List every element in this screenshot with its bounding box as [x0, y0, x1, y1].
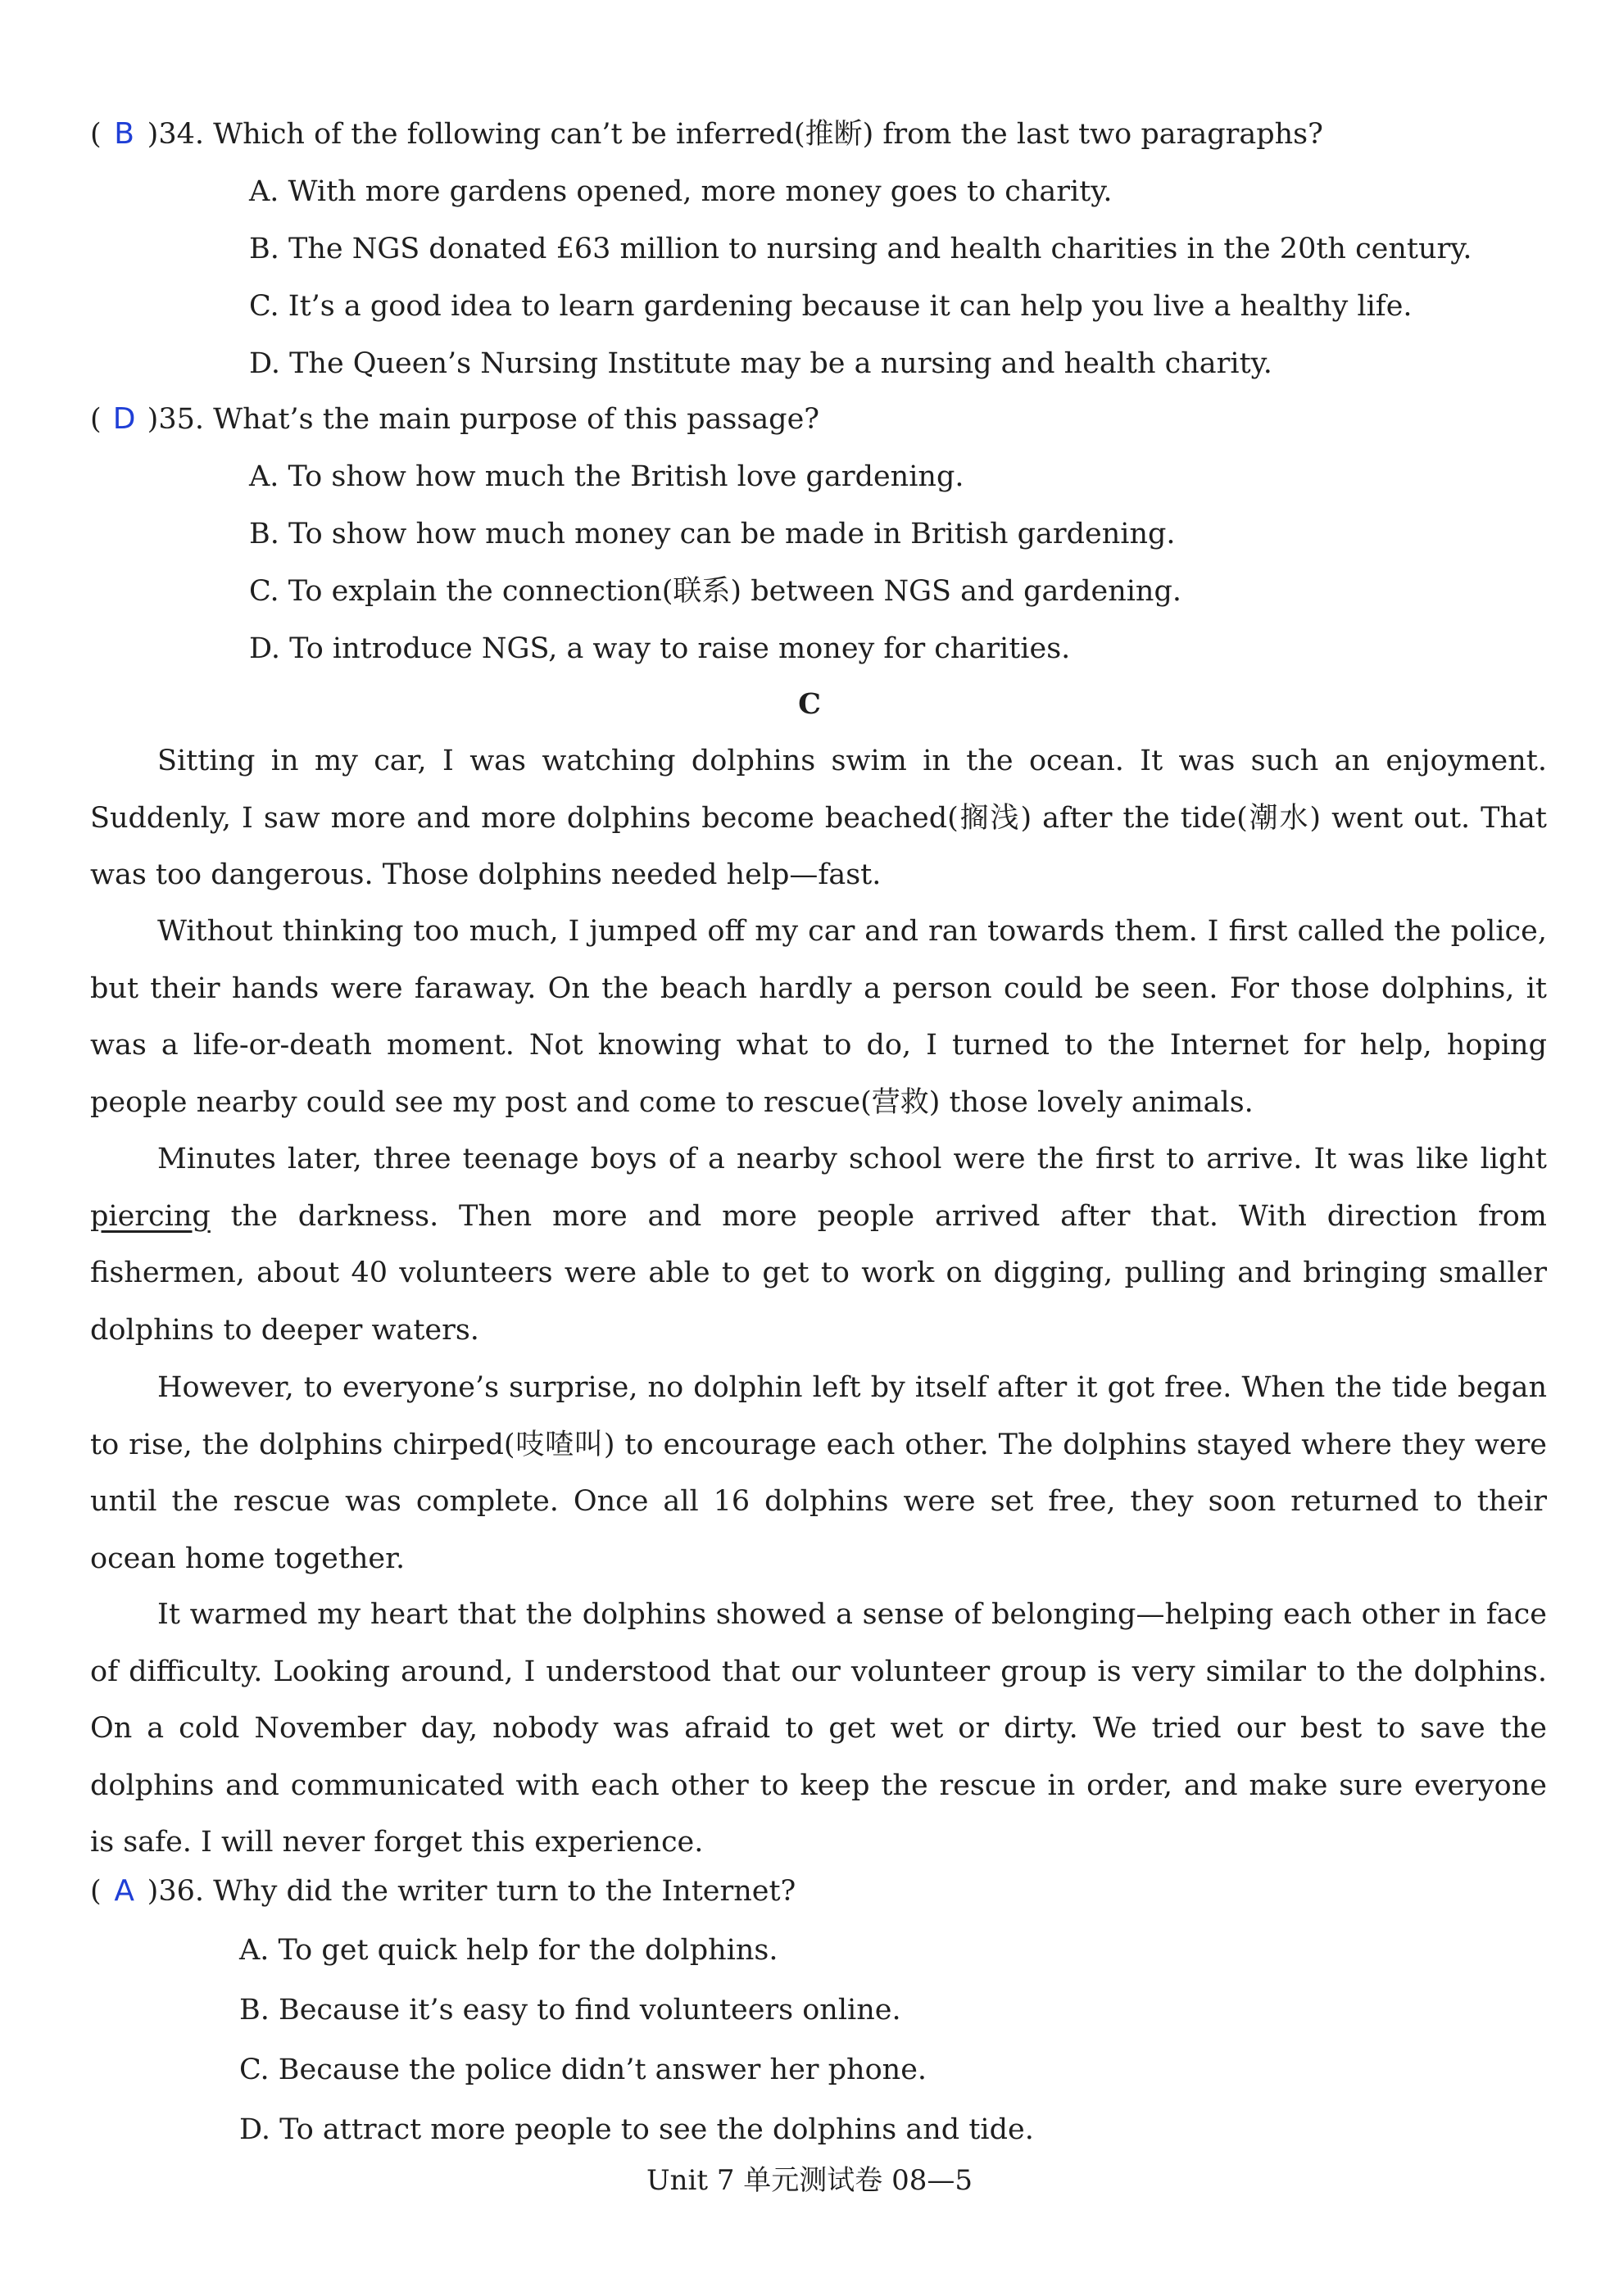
question-35: ( D )35. What’s the main purpose of this passage?	[90, 402, 820, 436]
answer-35: D	[112, 402, 136, 436]
question-number: 36	[158, 1875, 195, 1908]
underlined-word: piercing	[90, 1199, 211, 1233]
option-36-d: D. To attract more people to see the dolphins and tide.	[239, 2113, 1034, 2146]
option-36-b: B. Because it’s easy to find volunteers online.	[239, 1994, 901, 2027]
option-35-c: C. To explain the connection(联系) between NGS and gardening.	[249, 575, 1181, 608]
passage-paragraph-4: However, to everyone’s surprise, no dolphin left by itself after it got free. When the tide began to rise, the dolphins chirped(吱喳叫) to encourage each other. The dolphins stayed where they were until the rescue was complete. Once all 16 dolphins were set free, they soon returned to their ocean home together.	[90, 1371, 1547, 1575]
option-35-d: D. To introduce NGS, a way to raise money for charities.	[249, 632, 1071, 665]
question-text: . Which of the following can’t be inferred(推断) from the last two paragraphs?	[194, 118, 1323, 151]
question-text: . What’s the main purpose of this passage?	[194, 403, 820, 436]
question-number: 35	[158, 403, 195, 436]
option-34-c: C. It’s a good idea to learn gardening because it can help you live a healthy life.	[249, 290, 1413, 323]
section-heading: C	[798, 687, 821, 721]
page-footer: Unit 7 单元测试卷 08—5	[646, 2164, 973, 2197]
paragraph-3-text: Minutes later, three teenage boys of a nearby school were the first to arrive. It was like light	[157, 1143, 1547, 1175]
question-34: ( B )34. Which of the following can’t be inferred(推断) from the last two paragraphs?	[90, 117, 1323, 151]
question-text: . Why did the writer turn to the Internet?	[194, 1875, 796, 1908]
option-34-b: B. The NGS donated £63 million to nursing and health charities in the 20th century.	[249, 233, 1472, 265]
question-number: 34	[158, 118, 195, 151]
answer-36: A	[114, 1874, 134, 1908]
option-34-d: D. The Queen’s Nursing Institute may be a nursing and health charity.	[249, 347, 1272, 380]
answer-34: B	[114, 117, 134, 151]
option-35-b: B. To show how much money can be made in British gardening.	[249, 518, 1176, 550]
passage-paragraph-3	[90, 1131, 1547, 1359]
paragraph-3-text-rest: the darkness. Then more and more people arrived after that. With direction from fishermen, about 40 volunteers were able to get to work on digging, pulling and bringing smaller dolphins to deeper waters.	[90, 1199, 1547, 1347]
option-36-c: C. Because the police didn’t answer her phone.	[239, 2054, 927, 2086]
passage-paragraph-1: Sitting in my car, I was watching dolphins swim in the ocean. It was such an enjoyment. Suddenly, I saw more and more dolphins become beached(搁浅) after the tide(潮水) went out. That was too dangerous. Those dolphins needed help—fast.	[90, 745, 1547, 891]
passage-paragraph-2: Without thinking too much, I jumped off my car and ran towards them. I first called the police, but their hands were faraway. On the beach hardly a person could be seen. For those dolphins, it was a life-or-death moment. Not knowing what to do, I turned to the Internet for help, hoping people nearby could see my post and come to rescue(营救) those lovely animals.	[90, 915, 1547, 1119]
option-34-a: A. With more gardens opened, more money goes to charity.	[249, 175, 1113, 208]
option-35-a: A. To show how much the British love gardening.	[249, 460, 964, 493]
question-36: ( A )36. Why did the writer turn to the Internet?	[90, 1874, 796, 1908]
passage-paragraph-5: It warmed my heart that the dolphins showed a sense of belonging—helping each other in face of difficulty. Looking around, I understood that our volunteer group is very similar to the dolphins. On a cold November day, nobody was afraid to get wet or dirty. We tried our best to save the dolphins and communicated with each other to keep the rescue in order, and make sure everyone is safe. I will never forget this experience.	[90, 1598, 1547, 1859]
option-36-a: A. To get quick help for the dolphins.	[239, 1934, 778, 1967]
